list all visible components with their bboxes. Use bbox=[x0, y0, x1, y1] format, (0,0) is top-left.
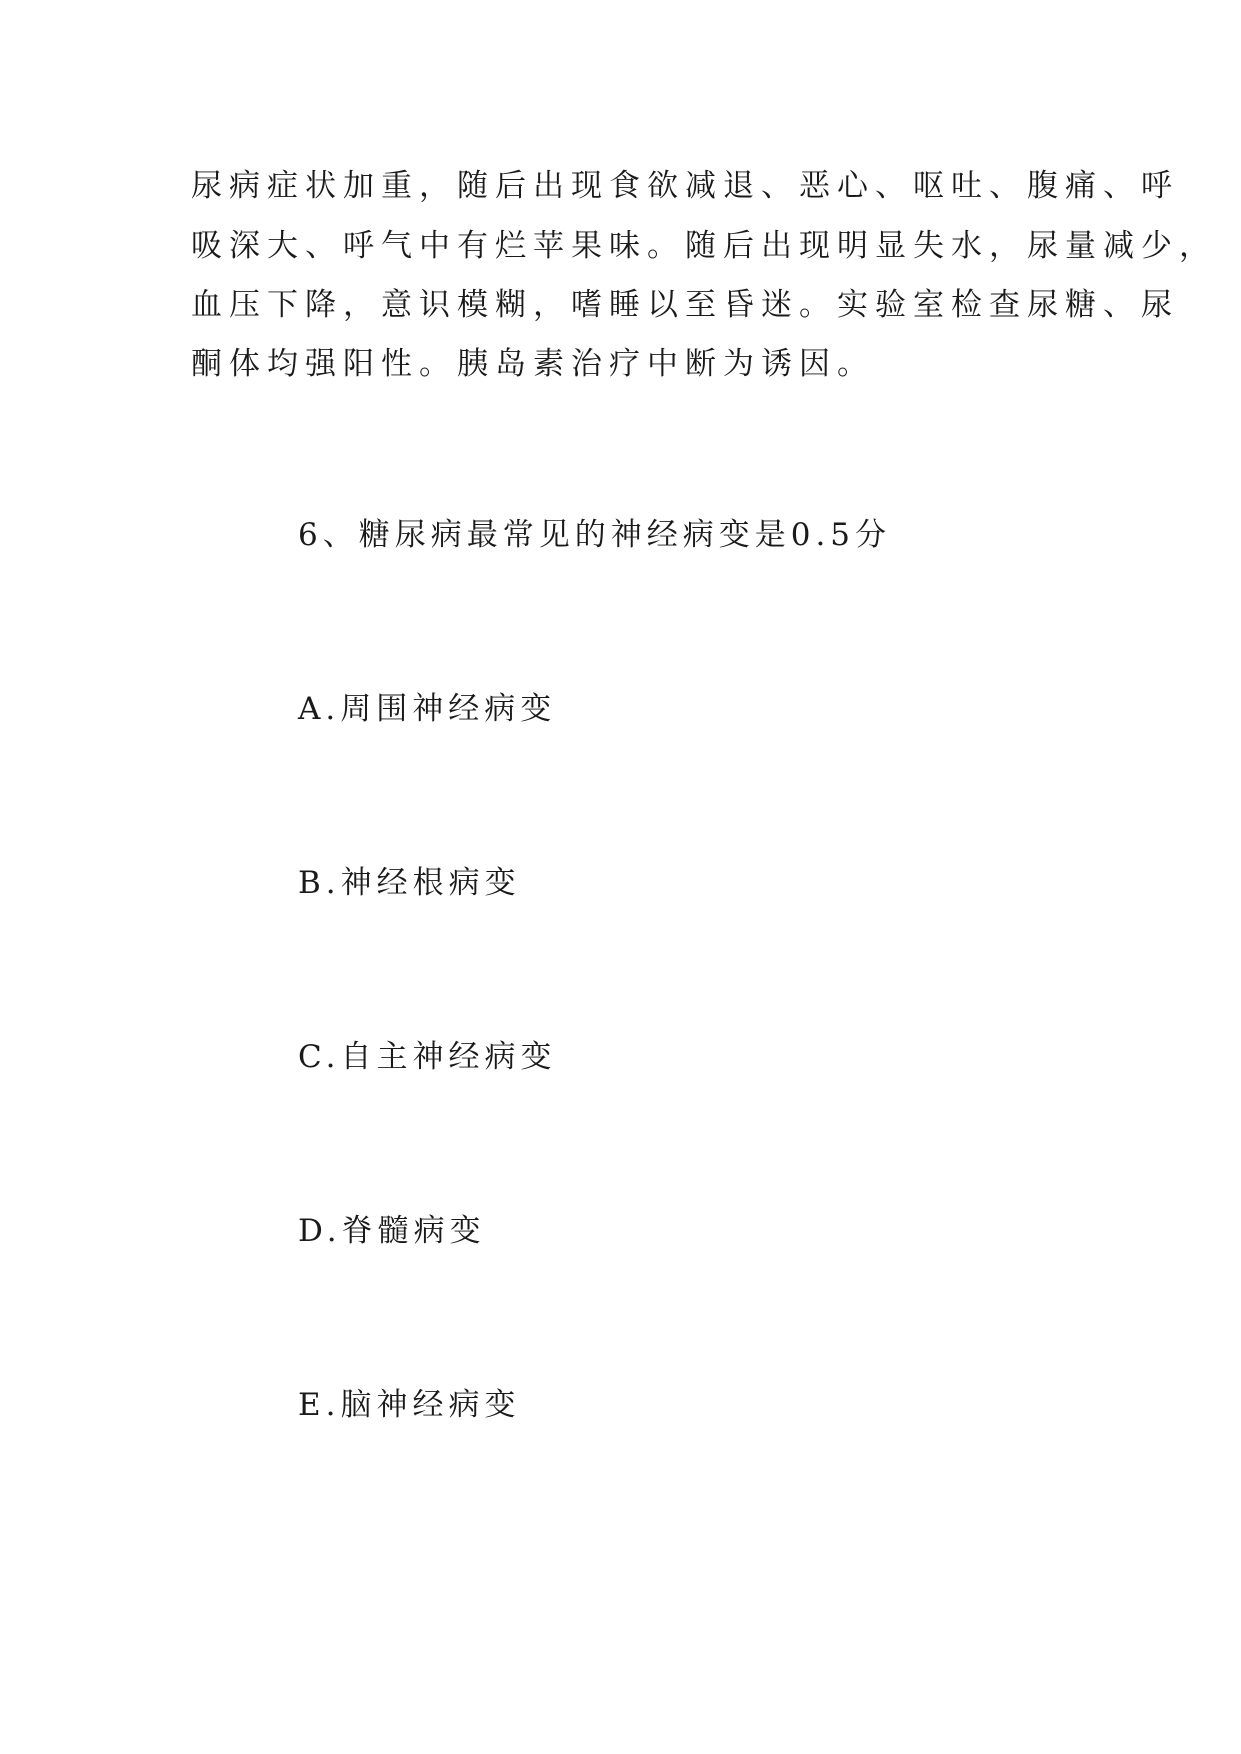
passage-line-1: 尿病症状加重，随后出现食欲减退、恶心、呕吐、腹痛、呼 bbox=[191, 168, 1179, 204]
option-b: B.神经根病变 bbox=[298, 865, 521, 901]
option-e: E.脑神经病变 bbox=[298, 1387, 521, 1423]
option-d: D.脊髓病变 bbox=[298, 1213, 486, 1249]
passage-line-3: 血压下降，意识模糊，嗜睡以至昏迷。实验室检查尿糖、尿 bbox=[191, 287, 1179, 323]
question-text: 6、糖尿病最常见的神经病变是0.5分 bbox=[298, 517, 892, 553]
passage-line-2: 吸深大、呼气中有烂苹果味。随后出现明显失水，尿量减少， bbox=[191, 228, 1217, 264]
option-a: A.周围神经病变 bbox=[298, 691, 557, 727]
option-c: C.自主神经病变 bbox=[298, 1039, 557, 1075]
passage-line-4: 酮体均强阳性。胰岛素治疗中断为诱因。 bbox=[191, 346, 875, 382]
